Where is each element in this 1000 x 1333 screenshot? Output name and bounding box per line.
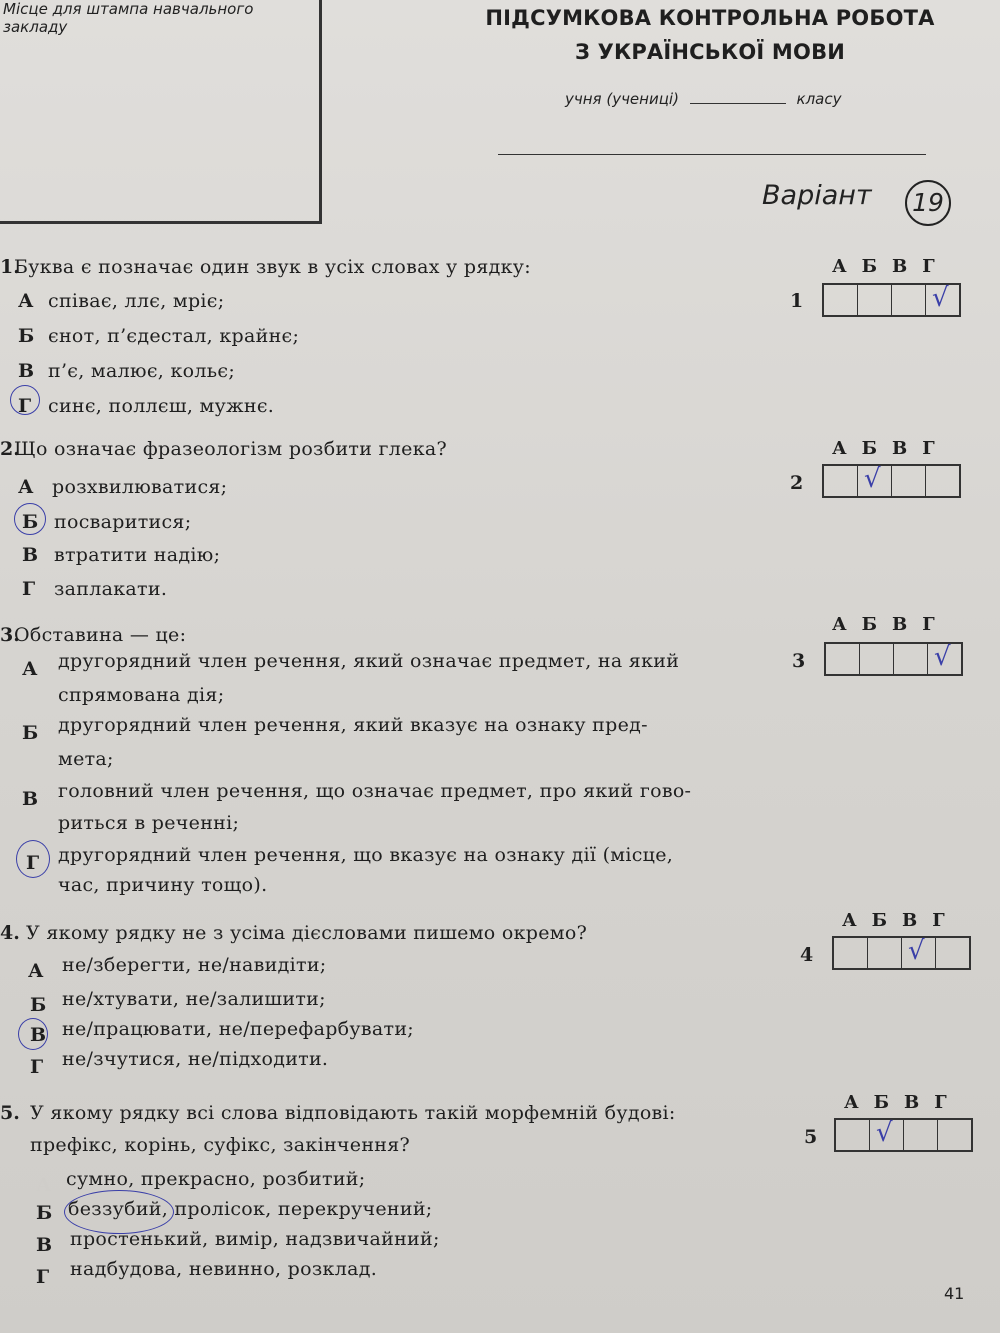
- title-line-1: ПІДСУМКОВА КОНТРОЛЬНА РОБОТА: [485, 6, 935, 30]
- option-letter: В: [36, 1234, 53, 1256]
- check-mark: √: [876, 1118, 893, 1148]
- option-letter: Б: [36, 1202, 53, 1224]
- answer-number: 4: [800, 944, 814, 966]
- option-text: співає, ллє, мріє;: [48, 290, 225, 312]
- answer-grid[interactable]: [822, 464, 961, 498]
- option-text: не/зчутися, не/підходити.: [62, 1048, 329, 1070]
- answer-cell[interactable]: [938, 1120, 971, 1150]
- answer-cell[interactable]: [824, 466, 858, 496]
- answer-cell[interactable]: [870, 1120, 904, 1150]
- question-number: 4.: [0, 922, 20, 944]
- student-prefix: учня (учениці): [565, 90, 679, 108]
- question-text: У якому рядку не з усіма дієсловами пишемо окремо?: [26, 922, 588, 944]
- answer-number: 5: [804, 1126, 818, 1148]
- answer-circle: [14, 503, 46, 535]
- answer-cell[interactable]: [834, 938, 868, 968]
- option-text-continued: час, причину тощо).: [58, 874, 268, 896]
- option-letter: Г: [26, 852, 40, 874]
- option-letter: В: [18, 360, 35, 382]
- check-mark: √: [864, 464, 881, 494]
- answer-circle: [18, 1018, 48, 1050]
- option-text: посваритися;: [54, 511, 192, 533]
- class-label: класу: [796, 90, 842, 108]
- option-letter: Б: [30, 994, 47, 1016]
- answer-cell[interactable]: [858, 466, 892, 496]
- question-text-continued: префікс, корінь, суфікс, закінчення?: [30, 1134, 411, 1156]
- option-text: не/хтувати, не/залишити;: [62, 988, 326, 1010]
- answer-cell[interactable]: [936, 938, 969, 968]
- variant-number: 19: [905, 180, 951, 226]
- answer-cell[interactable]: [926, 285, 959, 315]
- question-number: 2.: [0, 438, 20, 460]
- answer-cell[interactable]: [860, 644, 894, 674]
- option-letter: А: [18, 476, 34, 498]
- answer-number: 2: [790, 472, 804, 494]
- question-number: 1.: [0, 256, 20, 278]
- question-number: 5.: [0, 1102, 20, 1124]
- check-mark: √: [908, 936, 925, 966]
- answer-cell[interactable]: [902, 938, 936, 968]
- option-letter: Б: [22, 722, 39, 744]
- variant-label: Варіант: [762, 180, 872, 211]
- option-letter: Б: [18, 325, 35, 347]
- answer-number: 1: [790, 290, 804, 312]
- question-text: Обставина — це:: [14, 624, 187, 646]
- option-text-continued: спрямована дія;: [58, 684, 225, 706]
- answer-circle: [10, 385, 40, 415]
- answer-header: АБВГ: [832, 614, 950, 635]
- answer-header: АБВГ: [844, 1092, 962, 1113]
- stamp-box: [0, 0, 322, 224]
- answer-cell[interactable]: [824, 285, 858, 315]
- answer-header: АБВГ: [832, 256, 950, 277]
- option-letter: Г: [30, 1056, 44, 1078]
- answer-header: АБВГ: [842, 910, 960, 931]
- answer-cell[interactable]: [926, 466, 959, 496]
- option-text: п’є, малює, кольє;: [48, 360, 236, 382]
- option-text: простенький, вимір, надзвичайний;: [70, 1228, 440, 1250]
- option-text: другорядний член речення, який означає предмет, на який: [58, 650, 680, 672]
- option-letter: А: [28, 960, 44, 982]
- answer-cell[interactable]: [928, 644, 961, 674]
- question-text: Що означає фразеологізм розбити глека?: [14, 438, 447, 460]
- option-text: сумно, прекрасно, розбитий;: [66, 1168, 366, 1190]
- option-text: другорядний член речення, який вказує на ознаку пред-: [58, 714, 648, 736]
- answer-header: АБВГ: [832, 438, 950, 459]
- answer-circle: [16, 840, 50, 878]
- class-blank[interactable]: [690, 103, 786, 104]
- title-line-2: З УКРАЇНСЬКОЇ МОВИ: [574, 40, 846, 64]
- option-text: розхвилюватися;: [52, 476, 228, 498]
- option-text-continued: мета;: [58, 748, 114, 770]
- answer-grid[interactable]: [832, 936, 971, 970]
- answer-cell[interactable]: [858, 285, 892, 315]
- check-mark: √: [934, 642, 951, 672]
- answer-cell[interactable]: [892, 285, 926, 315]
- option-letter: В: [30, 1024, 47, 1046]
- option-letter: В: [22, 544, 39, 566]
- option-letter: Г: [36, 1266, 50, 1288]
- name-line[interactable]: [498, 154, 926, 155]
- option-text: беззубий, пролісок, перекручений;: [68, 1198, 433, 1220]
- option-letter: В: [22, 788, 39, 810]
- option-letter: Г: [18, 395, 32, 417]
- option-text: головний член речення, що означає предмет, про який гово-: [58, 780, 692, 802]
- option-text: заплакати.: [54, 578, 168, 600]
- question-number: 3.: [0, 624, 20, 646]
- option-letter: Б: [22, 511, 39, 533]
- option-text: не/зберегти, не/навидіти;: [62, 954, 327, 976]
- option-letter: А: [18, 290, 34, 312]
- question-text: Буква є позначає один звук в усіх словах у рядку:: [14, 256, 531, 278]
- answer-number: 3: [792, 650, 806, 672]
- answer-cell[interactable]: [868, 938, 902, 968]
- answer-grid[interactable]: [822, 283, 961, 317]
- stamp-label: Місце для штампа навчального закладу: [3, 0, 254, 36]
- answer-cell[interactable]: [904, 1120, 938, 1150]
- option-text: єнот, п’єдестал, крайнє;: [48, 325, 300, 347]
- answer-cell[interactable]: [836, 1120, 870, 1150]
- option-text: синє, поллєш, мужнє.: [48, 395, 275, 417]
- check-mark: √: [932, 283, 949, 313]
- option-letter: Г: [22, 578, 36, 600]
- student-line: [565, 90, 841, 108]
- answer-grid[interactable]: [834, 1118, 973, 1152]
- option-text: не/працювати, не/перефарбувати;: [62, 1018, 415, 1040]
- page-number: 41: [944, 1284, 965, 1303]
- option-letter: А: [36, 1174, 52, 1196]
- answer-cell[interactable]: [826, 644, 860, 674]
- answer-cell[interactable]: [894, 644, 928, 674]
- option-text: надбудова, невинно, розклад.: [70, 1258, 378, 1280]
- option-text-continued: риться в реченні;: [58, 812, 240, 834]
- answer-cell[interactable]: [892, 466, 926, 496]
- option-text: втратити надію;: [54, 544, 221, 566]
- answer-grid[interactable]: [824, 642, 963, 676]
- question-text: У якому рядку всі слова відповідають такій морфемній будові:: [30, 1102, 676, 1124]
- option-letter: А: [22, 658, 38, 680]
- option-text: другорядний член речення, що вказує на ознаку дії (місце,: [58, 844, 674, 866]
